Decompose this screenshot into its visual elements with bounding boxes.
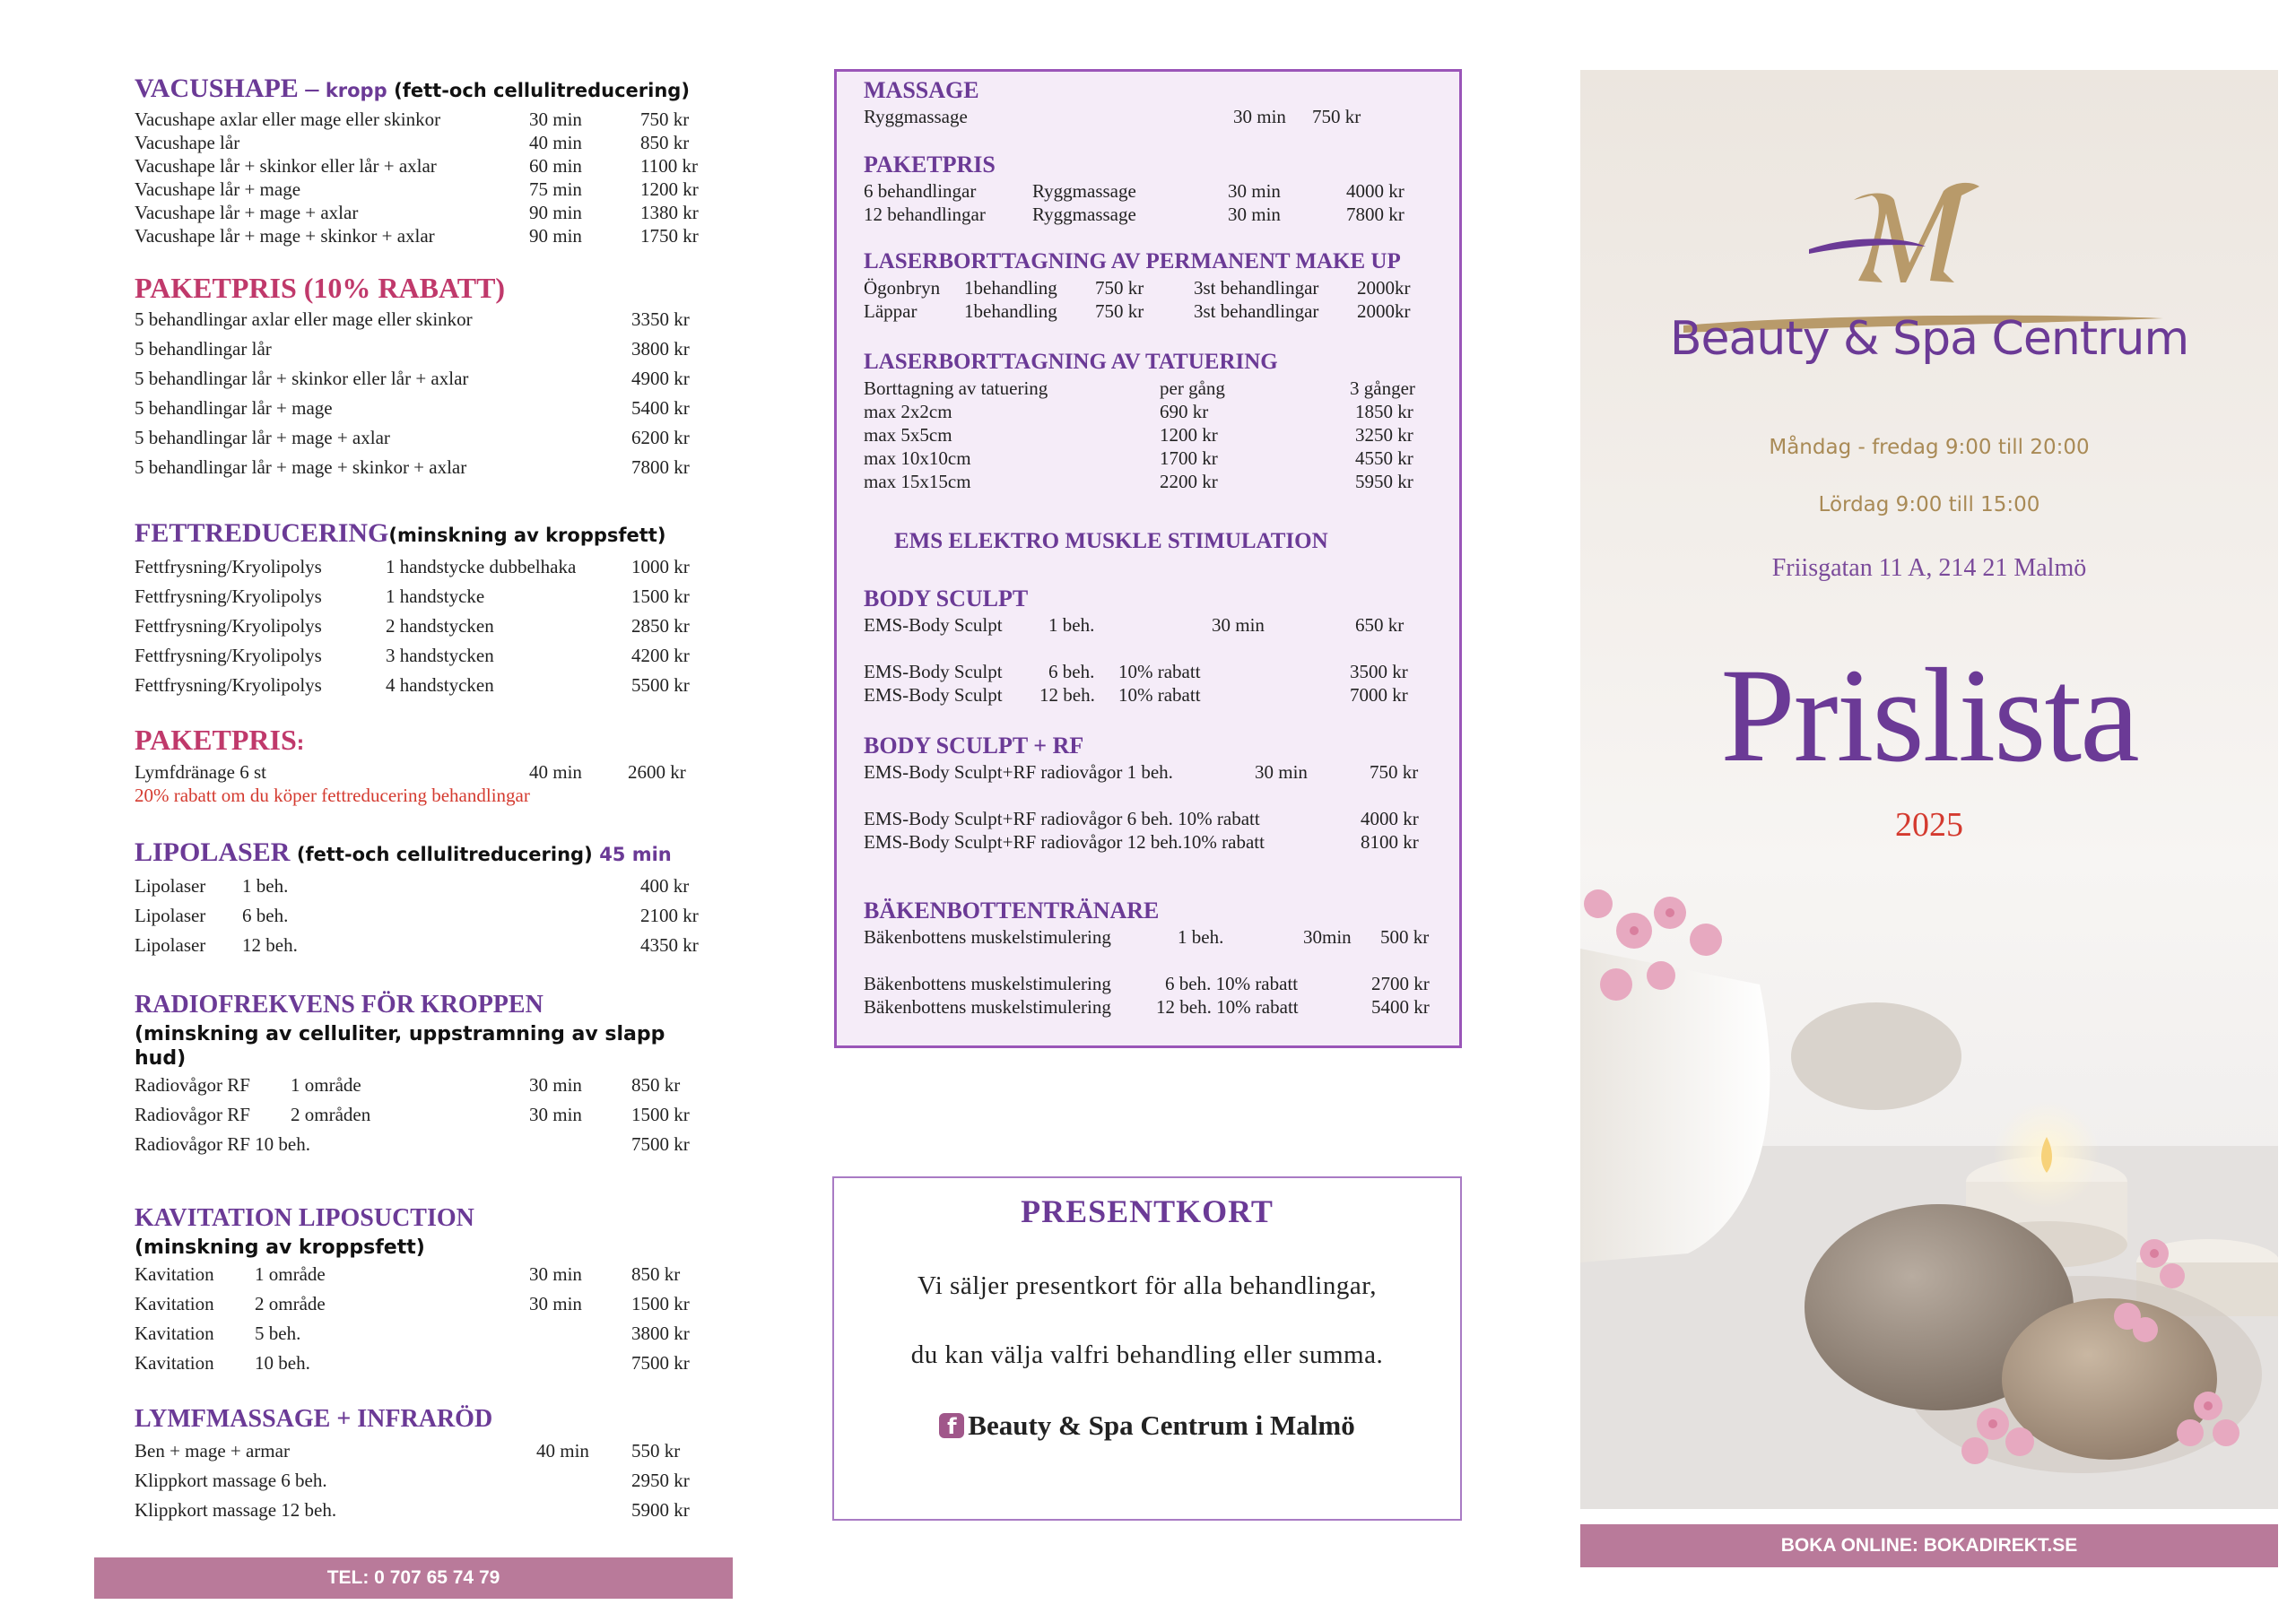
cover-panel (1580, 70, 2278, 1509)
pmu-section (864, 247, 1456, 323)
price-cell-name: Radiovågor RF 10 beh. (135, 1133, 310, 1155)
kavitation-rows (135, 1260, 726, 1378)
price-row (135, 641, 726, 671)
price-cell-time: 40 min (529, 132, 582, 153)
price-cell-price: 2100 kr (640, 905, 699, 926)
facebook-link[interactable]: f Beauty & Spa Centrum i Malmö (834, 1409, 1460, 1442)
price-cell-per: 2200 kr (1160, 471, 1218, 492)
price-cell-time: 90 min (529, 225, 582, 247)
price-cell-name: Läppar (864, 300, 918, 322)
price-cell-three: 3st behandlingar (1194, 277, 1319, 299)
price-cell-price: 750 kr (640, 108, 690, 130)
price-row (864, 423, 1456, 447)
price-cell-detail: 1 område (255, 1263, 326, 1285)
price-cell-three: 3st behandlingar (1194, 300, 1319, 322)
price-row (864, 179, 1438, 203)
booking-bar[interactable]: BOKA ONLINE: BOKADIREKT.SE (1580, 1524, 2278, 1567)
price-row: EMS-Body Sculpt 1 beh. 30 min 650 kr (864, 614, 1405, 636)
price-cell-price: 5500 kr (631, 674, 690, 696)
price-cell-name: 5 behandlingar lår (135, 338, 272, 360)
price-cell-price: 2850 kr (631, 615, 690, 637)
price-row (135, 612, 726, 641)
kavitation-section (135, 1201, 726, 1378)
price-cell-price: 1100 kr (640, 155, 698, 177)
price-cell-name: Ben + mage + armar (135, 1440, 290, 1462)
price-cell-detail: 12 beh. (242, 934, 298, 956)
price-cell-detail: 4 handstycken (386, 674, 494, 696)
price-row (135, 305, 726, 334)
brand-name: Beauty & Spa Centrum (1669, 312, 2189, 366)
price-cell-name: Klippkort massage 6 beh. (135, 1470, 327, 1491)
section-heading: BÄKENBOTTENTRÄNARE (864, 898, 1160, 924)
price-cell-detail: 1 handstycke dubbelhaka (386, 556, 577, 577)
price-cell-name: max 15x15cm (864, 471, 971, 492)
phone-bar[interactable]: TEL: 0 707 65 74 79 (94, 1557, 733, 1599)
section-heading: PAKETPRIS (10% RABATT) (135, 272, 506, 304)
price-cell-name: Kavitation (135, 1263, 214, 1285)
section-subtitle: (minskning av celluliter, uppstramning av slapp (135, 1023, 665, 1045)
price-row: EMS-Body Sculpt+RF radiovågor 1 beh. 30 min 750 kr (864, 761, 1419, 783)
price-cell-name: Kavitation (135, 1352, 214, 1374)
facebook-icon: f (939, 1413, 964, 1438)
section-heading: EMS ELEKTRO MUSKLE STIMULATION (894, 529, 1328, 553)
section-heading: LASERBORTTAGNING AV TATUERING (864, 350, 1278, 374)
price-cell-price: 7800 kr (631, 456, 690, 478)
pmu-rows (864, 276, 1456, 323)
price-cell-name: 5 behandlingar lår + mage (135, 397, 333, 419)
price-cell-price: 1500 kr (631, 1293, 690, 1314)
section-heading: LIPOLASER (fett-och cellulitreducering) 45 min (135, 837, 672, 867)
logo-monogram-icon (1854, 183, 1979, 282)
price-row (135, 1496, 726, 1525)
price-cell-price: 1200 kr (640, 178, 699, 200)
price-row (135, 1289, 726, 1319)
price-cell-price: 1000 kr (631, 556, 690, 577)
lymfmassage-rows (135, 1436, 726, 1525)
price-row (135, 582, 726, 612)
section-heading: PAKETPRIS (864, 152, 996, 178)
price-cell-time: 30 min (1228, 180, 1281, 202)
price-row: Bäkenbottens muskelstimulering 12 beh. 10% rabatt 5400 kr (864, 996, 1430, 1018)
page-title: Prislista (1720, 641, 2138, 790)
section-heading: KAVITATION LIPOSUCTION (135, 1204, 474, 1232)
price-cell-detail: 2 område (255, 1293, 326, 1314)
price-row (135, 931, 726, 960)
price-cell-name: Vacushape lår + skinkor eller lår + axlar (135, 155, 437, 177)
treatments-box (834, 69, 1462, 1048)
price-cell-price: 400 kr (640, 875, 690, 897)
price-row: Ryggmassage 30 min 750 kr (864, 106, 1361, 127)
section-heading: RADIOFREKVENS FÖR KROPPEN (135, 991, 544, 1019)
opening-hours: Måndag - fredag 9:00 till 20:00 (1769, 436, 2090, 459)
lipolaser-section (135, 836, 726, 960)
fettreducering-rows (135, 552, 726, 700)
price-row (864, 299, 1456, 323)
lymfmassage-section (135, 1402, 726, 1525)
paketpris-rows (864, 179, 1438, 226)
price-cell-name: Fettfrysning/Kryolipolys (135, 645, 322, 666)
price-cell-price: 3800 kr (631, 1323, 690, 1344)
price-cell-price: 5900 kr (631, 1499, 690, 1521)
section-heading: MASSAGE (864, 77, 979, 103)
price-cell-price: 4000 kr (1346, 180, 1405, 202)
price-cell-price3: 2000kr (1357, 300, 1411, 322)
price-row (135, 453, 726, 482)
price-cell-detail: 5 beh. (255, 1323, 301, 1344)
price-row (135, 1349, 726, 1378)
price-row (135, 1130, 726, 1159)
price-cell-name: Fettfrysning/Kryolipolys (135, 585, 322, 607)
price-cell-name: Kavitation (135, 1323, 214, 1344)
price-row (135, 1260, 726, 1289)
radiofrekvens-section (135, 988, 726, 1159)
section-heading: LASERBORTTAGNING AV PERMANENT MAKE UP (864, 249, 1401, 273)
price-cell-three: 1850 kr (1355, 401, 1413, 422)
price-row (135, 1436, 726, 1466)
price-cell-price: 1500 kr (631, 1104, 690, 1125)
left-price-column (135, 72, 726, 1560)
price-row (135, 108, 726, 131)
price-cell-three: 3250 kr (1355, 424, 1413, 446)
price-cell-three: 4550 kr (1355, 447, 1413, 469)
bodysculpt-section (864, 585, 1456, 707)
price-cell-detail: 6 beh. (242, 905, 289, 926)
price-row (135, 1466, 726, 1496)
price-cell-price: 2950 kr (631, 1470, 690, 1491)
price-row (864, 400, 1456, 423)
price-cell-name: 5 behandlingar axlar eller mage eller skinkor (135, 308, 473, 330)
price-cell-one: 1behandling (964, 300, 1057, 322)
opening-hours: Lördag 9:00 till 15:00 (1818, 493, 2040, 516)
price-row: EMS-Body Sculpt 12 beh. 10% rabatt 7000 kr (864, 684, 1408, 706)
price-cell-name: Fettfrysning/Kryolipolys (135, 674, 322, 696)
spa-stones-image (1580, 877, 2278, 1509)
price-cell-name: Radiovågor RF (135, 1074, 250, 1096)
price-cell-per: 1700 kr (1160, 447, 1218, 469)
section-heading: LYMFMASSAGE + INFRARÖD (135, 1405, 493, 1433)
price-cell-name: Vacushape lår + mage (135, 178, 301, 200)
price-cell-name: max 2x2cm (864, 401, 952, 422)
price-cell-price1: 750 kr (1095, 300, 1144, 322)
price-row (864, 203, 1438, 226)
price-cell-per: 1200 kr (1160, 424, 1218, 446)
price-cell-name: Kavitation (135, 1293, 214, 1314)
section-heading: BODY SCULPT (864, 585, 1029, 612)
section-heading: BODY SCULPT + RF (864, 733, 1084, 759)
price-cell-price: 1750 kr (640, 225, 699, 247)
price-cell-price: 3350 kr (631, 308, 690, 330)
price-cell-time: 30 min (529, 1074, 582, 1096)
price-cell-one: 1behandling (964, 277, 1057, 299)
vacushape-section (135, 72, 726, 247)
price-cell-name: Lipolaser (135, 934, 206, 956)
price-cell-price: 3800 kr (631, 338, 690, 360)
price-row (135, 131, 726, 154)
price-cell-price: 4900 kr (631, 368, 690, 389)
price-cell-time: 30 min (529, 108, 582, 130)
price-cell-price: 850 kr (631, 1074, 681, 1096)
price-cell-price: 1380 kr (640, 202, 699, 223)
price-cell-detail: 1 område (291, 1074, 361, 1096)
price-cell-time: 30 min (529, 1263, 582, 1285)
price-cell-price: 850 kr (640, 132, 690, 153)
price-cell-name: 5 behandlingar lår + mage + skinkor + axlar (135, 456, 467, 478)
price-cell-name: Klippkort massage 12 beh. (135, 1499, 337, 1521)
price-cell-price1: 750 kr (1095, 277, 1144, 299)
massage-section (864, 76, 1438, 128)
price-row: EMS-Body Sculpt+RF radiovågor 12 beh.10% rabatt 8100 kr (864, 831, 1419, 853)
section-subtitle: hud) (135, 1047, 187, 1070)
paketpris-rows (135, 305, 726, 482)
price-cell-name: Lipolaser (135, 875, 206, 897)
price-row (135, 201, 726, 224)
bakenbotten-section (864, 897, 1456, 1019)
price-cell-name: max 10x10cm (864, 447, 971, 469)
price-cell-detail: 2 handstycken (386, 615, 494, 637)
price-cell-time: 90 min (529, 202, 582, 223)
price-cell-name: Ryggmassage (1032, 180, 1136, 202)
price-row (135, 178, 726, 201)
giftcard-title: PRESENTKORT (1021, 1193, 1274, 1229)
price-row (135, 394, 726, 423)
price-cell-per: 690 kr (1160, 401, 1209, 422)
price-cell-price: 4200 kr (631, 645, 690, 666)
price-row (135, 1319, 726, 1349)
price-cell-time: 30 min (529, 1293, 582, 1314)
price-cell-detail: 3 handstycken (386, 645, 494, 666)
year: 2025 (1895, 806, 1963, 844)
price-cell-detail: 1 beh. (242, 875, 289, 897)
price-cell-name: Fettfrysning/Kryolipolys (135, 556, 322, 577)
price-row (135, 1100, 726, 1130)
price-row (135, 224, 726, 247)
price-row (135, 423, 726, 453)
price-row (864, 276, 1456, 299)
price-cell-price3: 2000kr (1357, 277, 1411, 299)
radiofrekvens-rows (135, 1071, 726, 1159)
lipolaser-rows (135, 872, 726, 960)
price-cell-detail: 1 handstycke (386, 585, 485, 607)
price-cell-name: Vacushape lår (135, 132, 240, 153)
vacushape-rows (135, 108, 726, 247)
tattoo-rows (864, 400, 1456, 493)
massage-paketpris-section (864, 151, 1438, 226)
section-heading: VACUSHAPE – kropp (fett-och cellulitreducering) (135, 74, 690, 103)
paketpris-lymf-section (135, 723, 726, 807)
price-cell-detail: 2 områden (291, 1104, 371, 1125)
price-cell-name: Vacushape lår + mage + axlar (135, 202, 359, 223)
price-cell-time: 30 min (1228, 204, 1281, 225)
price-cell-price: 5400 kr (631, 397, 690, 419)
price-row (864, 447, 1456, 470)
price-row: Lymfdränage 6 st 40 min 2600 kr (135, 761, 686, 783)
price-cell-name: Vacushape axlar eller mage eller skinkor (135, 108, 441, 130)
price-row: EMS-Body Sculpt 6 beh. 10% rabatt 3500 kr (864, 661, 1408, 682)
price-cell-time: 75 min (529, 178, 582, 200)
giftcard-text: du kan välja valfri behandling eller summa. (910, 1340, 1384, 1369)
price-cell-name: Lipolaser (135, 905, 206, 926)
giftcard-box (832, 1176, 1462, 1521)
price-cell-time: 40 min (536, 1440, 589, 1462)
bodysculpt-rf-section (864, 732, 1456, 854)
ems-section (894, 527, 1450, 556)
price-cell-price: 4350 kr (640, 934, 699, 956)
section-subtitle: (minskning av kroppsfett) (135, 1236, 425, 1259)
price-row (135, 671, 726, 700)
price-row (135, 872, 726, 901)
price-cell-count: 6 behandlingar (864, 180, 977, 202)
price-row (135, 1071, 726, 1100)
section-heading: FETTREDUCERING(minskning av kroppsfett) (135, 518, 666, 548)
price-row: Bäkenbottens muskelstimulering 6 beh. 10% rabatt 2700 kr (864, 973, 1430, 994)
price-cell-price: 550 kr (631, 1440, 681, 1462)
price-cell-price: 7500 kr (631, 1133, 690, 1155)
price-cell-price: 7500 kr (631, 1352, 690, 1374)
giftcard-text: Vi säljer presentkort för alla behandlingar, (918, 1271, 1377, 1300)
price-cell-three: 5950 kr (1355, 471, 1413, 492)
paketpris-rabatt-section (135, 271, 726, 482)
price-cell-price: 6200 kr (631, 427, 690, 448)
price-cell-time: 30 min (529, 1104, 582, 1125)
price-row (135, 552, 726, 582)
price-row: EMS-Body Sculpt+RF radiovågor 6 beh. 10% rabatt 4000 kr (864, 808, 1419, 829)
price-cell-name: 5 behandlingar lår + mage + axlar (135, 427, 390, 448)
tattoo-header-row: Borttagning av tatuering per gång 3 gånger (864, 377, 1415, 399)
price-cell-name: max 5x5cm (864, 424, 952, 446)
price-row (135, 334, 726, 364)
price-cell-name: 5 behandlingar lår + skinkor eller lår + axlar (135, 368, 469, 389)
price-cell-name: Ryggmassage (1032, 204, 1136, 225)
tattoo-section (864, 348, 1456, 493)
price-cell-name: Radiovågor RF (135, 1104, 250, 1125)
price-cell-count: 12 behandlingar (864, 204, 986, 225)
discount-note: 20% rabatt om du köper fettreducering behandlingar (135, 785, 530, 806)
price-cell-detail: 10 beh. (255, 1352, 310, 1374)
price-cell-price: 850 kr (631, 1263, 681, 1285)
price-cell-name: Fettfrysning/Kryolipolys (135, 615, 322, 637)
price-row (864, 470, 1456, 493)
price-cell-name: Vacushape lår + mage + skinkor + axlar (135, 225, 435, 247)
price-cell-time: 60 min (529, 155, 582, 177)
price-cell-name: Ögonbryn (864, 277, 941, 299)
fettreducering-section (135, 516, 726, 700)
price-cell-price: 1500 kr (631, 585, 690, 607)
price-row: Bäkenbottens muskelstimulering 1 beh. 30min 500 kr (864, 926, 1430, 948)
address: Friisgatan 11 A, 214 21 Malmö (1771, 554, 2087, 582)
price-row (135, 154, 726, 178)
section-heading: PAKETPRIS: (135, 724, 305, 756)
price-row (135, 364, 726, 394)
price-row (135, 901, 726, 931)
price-cell-price: 7800 kr (1346, 204, 1405, 225)
